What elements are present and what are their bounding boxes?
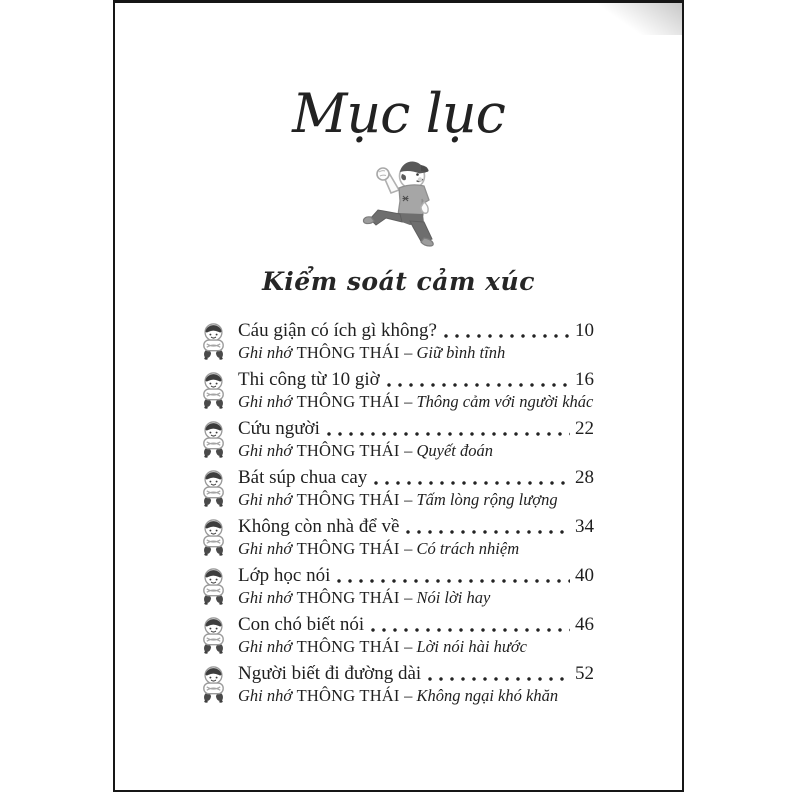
marching-boy-illustration xyxy=(358,155,460,254)
memo-prefix: Ghi nhớ xyxy=(238,636,293,656)
dot-leader xyxy=(371,628,570,632)
toc-entry-title-line xyxy=(238,663,594,685)
toc-entry-body xyxy=(238,369,594,412)
toc-entry xyxy=(199,663,594,706)
toc-entry xyxy=(199,320,594,363)
toc-list xyxy=(199,320,594,706)
toc-entry xyxy=(199,418,594,461)
toc-entry-title-line xyxy=(238,418,594,440)
page-number: 16 xyxy=(575,368,594,390)
sitting-boy-icon xyxy=(199,418,229,461)
memo-line xyxy=(238,539,594,559)
memo-line xyxy=(238,588,594,608)
memo-label: THÔNG THÁI xyxy=(296,587,400,607)
toc-entry-title-line xyxy=(238,614,594,636)
memo-label: THÔNG THÁI xyxy=(296,342,400,362)
memo-note: – Quyết đoán xyxy=(404,440,493,460)
memo-prefix: Ghi nhớ xyxy=(238,391,293,411)
chapter-title: Cứu người xyxy=(238,417,320,439)
page-number: 22 xyxy=(575,417,594,439)
toc-entry-body xyxy=(238,516,594,559)
memo-line xyxy=(238,441,594,461)
page-number: 46 xyxy=(575,613,594,635)
toc-entry-title-line xyxy=(238,516,594,538)
memo-note: – Giữ bình tĩnh xyxy=(404,342,506,362)
memo-prefix: Ghi nhớ xyxy=(238,440,293,460)
dot-leader xyxy=(327,432,570,436)
memo-prefix: Ghi nhớ xyxy=(238,538,293,558)
memo-note: – Nói lời hay xyxy=(404,587,491,607)
page-curl-shade xyxy=(587,3,682,35)
memo-note: – Lời nói hài hước xyxy=(404,636,527,656)
page-number: 52 xyxy=(575,662,594,684)
toc-entry-body xyxy=(238,320,594,363)
toc-entry-body xyxy=(238,418,594,461)
toc-entry-title-line xyxy=(238,320,594,342)
sitting-boy-icon xyxy=(199,565,229,608)
page-number: 40 xyxy=(575,564,594,586)
memo-prefix: Ghi nhớ xyxy=(238,587,293,607)
memo-line xyxy=(238,392,594,412)
toc-entry-body xyxy=(238,467,594,510)
memo-prefix: Ghi nhớ xyxy=(238,685,293,705)
toc-entry-title-line xyxy=(238,565,594,587)
toc-entry-title-line xyxy=(238,369,594,391)
memo-label: THÔNG THÁI xyxy=(296,685,400,705)
page-number: 10 xyxy=(575,319,594,341)
chapter-title: Con chó biết nói xyxy=(238,613,365,635)
memo-label: THÔNG THÁI xyxy=(296,636,400,656)
memo-note: – Có trách nhiệm xyxy=(404,538,520,558)
memo-label: THÔNG THÁI xyxy=(296,391,400,411)
toc-entry xyxy=(199,516,594,559)
page-number: 34 xyxy=(575,515,594,537)
chapter-title: Không còn nhà để về xyxy=(238,515,400,537)
memo-line xyxy=(238,637,594,657)
chapter-title: Bát súp chua cay xyxy=(238,466,368,488)
chapter-title: Thi công từ 10 giờ xyxy=(238,368,380,390)
toc-entry-title-line xyxy=(238,467,594,489)
chapter-title: Lớp học nói xyxy=(238,564,331,586)
sitting-boy-icon xyxy=(199,467,229,510)
dot-leader xyxy=(428,677,570,681)
section-title: Kiểm soát cảm xúc xyxy=(262,267,535,296)
sitting-boy-icon xyxy=(199,614,229,657)
memo-line xyxy=(238,686,594,706)
illustration-container xyxy=(115,155,682,254)
toc-entry xyxy=(199,467,594,510)
sitting-boy-icon xyxy=(199,516,229,559)
dot-leader xyxy=(406,530,570,534)
dot-leader xyxy=(387,383,570,387)
chapter-title: Cáu giận có ích gì không? xyxy=(238,319,437,341)
memo-label: THÔNG THÁI xyxy=(296,489,400,509)
memo-note: – Thông cảm với người khác xyxy=(404,391,594,411)
memo-prefix: Ghi nhớ xyxy=(238,489,293,509)
memo-prefix: Ghi nhớ xyxy=(238,342,293,362)
dot-leader xyxy=(337,579,570,583)
memo-line xyxy=(238,343,594,363)
chapter-title: Người biết đi đường dài xyxy=(238,662,422,684)
sitting-boy-icon xyxy=(199,320,229,363)
page-number: 28 xyxy=(575,466,594,488)
book-page xyxy=(113,0,684,792)
memo-line xyxy=(238,490,594,510)
memo-label: THÔNG THÁI xyxy=(296,538,400,558)
sitting-boy-icon xyxy=(199,663,229,706)
dot-leader xyxy=(374,481,570,485)
toc-entry-body xyxy=(238,614,594,657)
toc-entry xyxy=(199,565,594,608)
memo-note: – Không ngại khó khăn xyxy=(404,685,559,705)
sitting-boy-icon xyxy=(199,369,229,412)
toc-entry-body xyxy=(238,663,594,706)
toc-entry xyxy=(199,369,594,412)
memo-label: THÔNG THÁI xyxy=(296,440,400,460)
memo-note: – Tấm lòng rộng lượng xyxy=(404,489,558,509)
page-title: Mục lục xyxy=(292,82,505,145)
dot-leader xyxy=(444,334,570,338)
toc-entry xyxy=(199,614,594,657)
toc-entry-body xyxy=(238,565,594,608)
